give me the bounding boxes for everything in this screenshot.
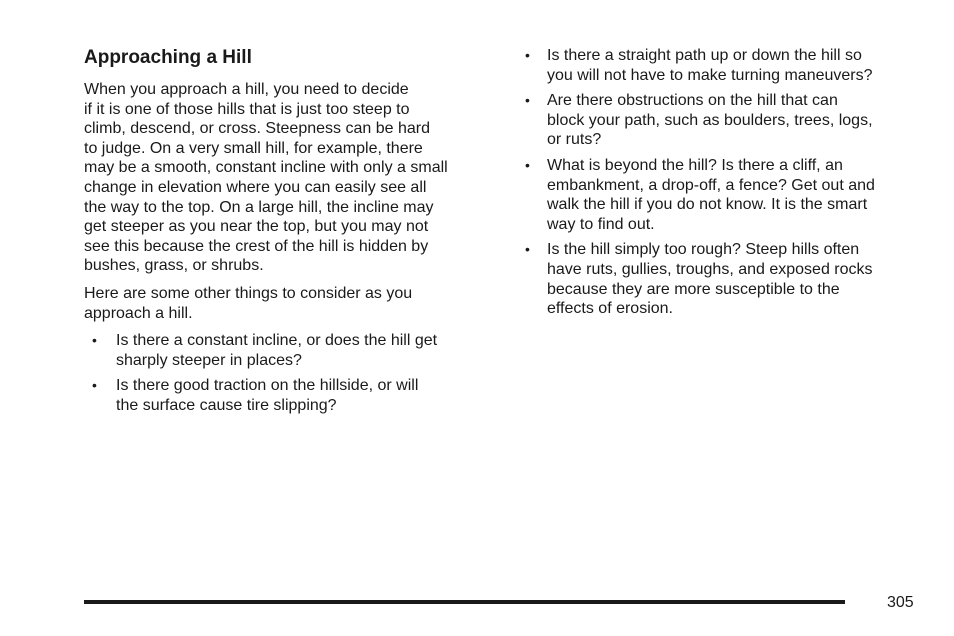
bullet-icon: •: [92, 377, 97, 394]
list-item: [525, 156, 925, 234]
right-bullet-list: [525, 46, 925, 319]
list-item: [525, 240, 925, 318]
bullet-icon: •: [92, 332, 97, 349]
lead-in-paragraph: Here are some other things to consider as you approach a hill.: [84, 284, 413, 322]
page-number: 305: [887, 594, 914, 611]
left-bullet-list: [84, 331, 484, 415]
list-item-text: Are there obstructions on the hill that can block your path, such as boulders, trees, logs, or ruts?: [547, 92, 873, 149]
list-item: [525, 91, 925, 150]
bullet-icon: •: [525, 241, 530, 258]
left-column: [84, 46, 484, 422]
bullet-icon: •: [525, 156, 530, 173]
bullet-icon: •: [525, 47, 530, 63]
list-item-text: Is there a constant incline, or does the hill get sharply steeper in places?: [116, 332, 438, 369]
section-heading: Approaching a Hill: [84, 47, 252, 68]
right-column: [525, 46, 925, 325]
list-item-text: Is there good traction on the hillside, or will the surface cause tire slipping?: [116, 377, 419, 414]
list-item: [84, 376, 484, 415]
list-item-text: What is beyond the hill? Is there a cliff, an embankment, a drop-off, a fence? Get out and walk the hill if you do not know. It is the smart way to find out.: [547, 156, 875, 233]
list-item: [84, 331, 484, 370]
intro-paragraph: When you approach a hill, you need to decide if it is one of those hills that is just too steep to climb, descend, or cross. Steepness can be hard to judge. On a very small hill, for example, there may be a smooth, constant incline with only a small change in elevation where you can easily see all the way to the top. On a large hill, the incline may get steeper as you near the top, but you may not see this because the crest of the hill is hidden by bushes, grass, or shrubs.: [84, 81, 448, 275]
list-item-text: Is there a straight path up or down the hill so you will not have to make turning maneuvers?: [547, 47, 873, 84]
list-item: [525, 46, 925, 85]
bullet-icon: •: [525, 92, 530, 109]
list-item-text: Is the hill simply too rough? Steep hills often have ruts, gullies, troughs, and exposed rocks because they are more susceptible to the effects of erosion.: [547, 241, 873, 318]
footer-rule: [84, 600, 845, 604]
